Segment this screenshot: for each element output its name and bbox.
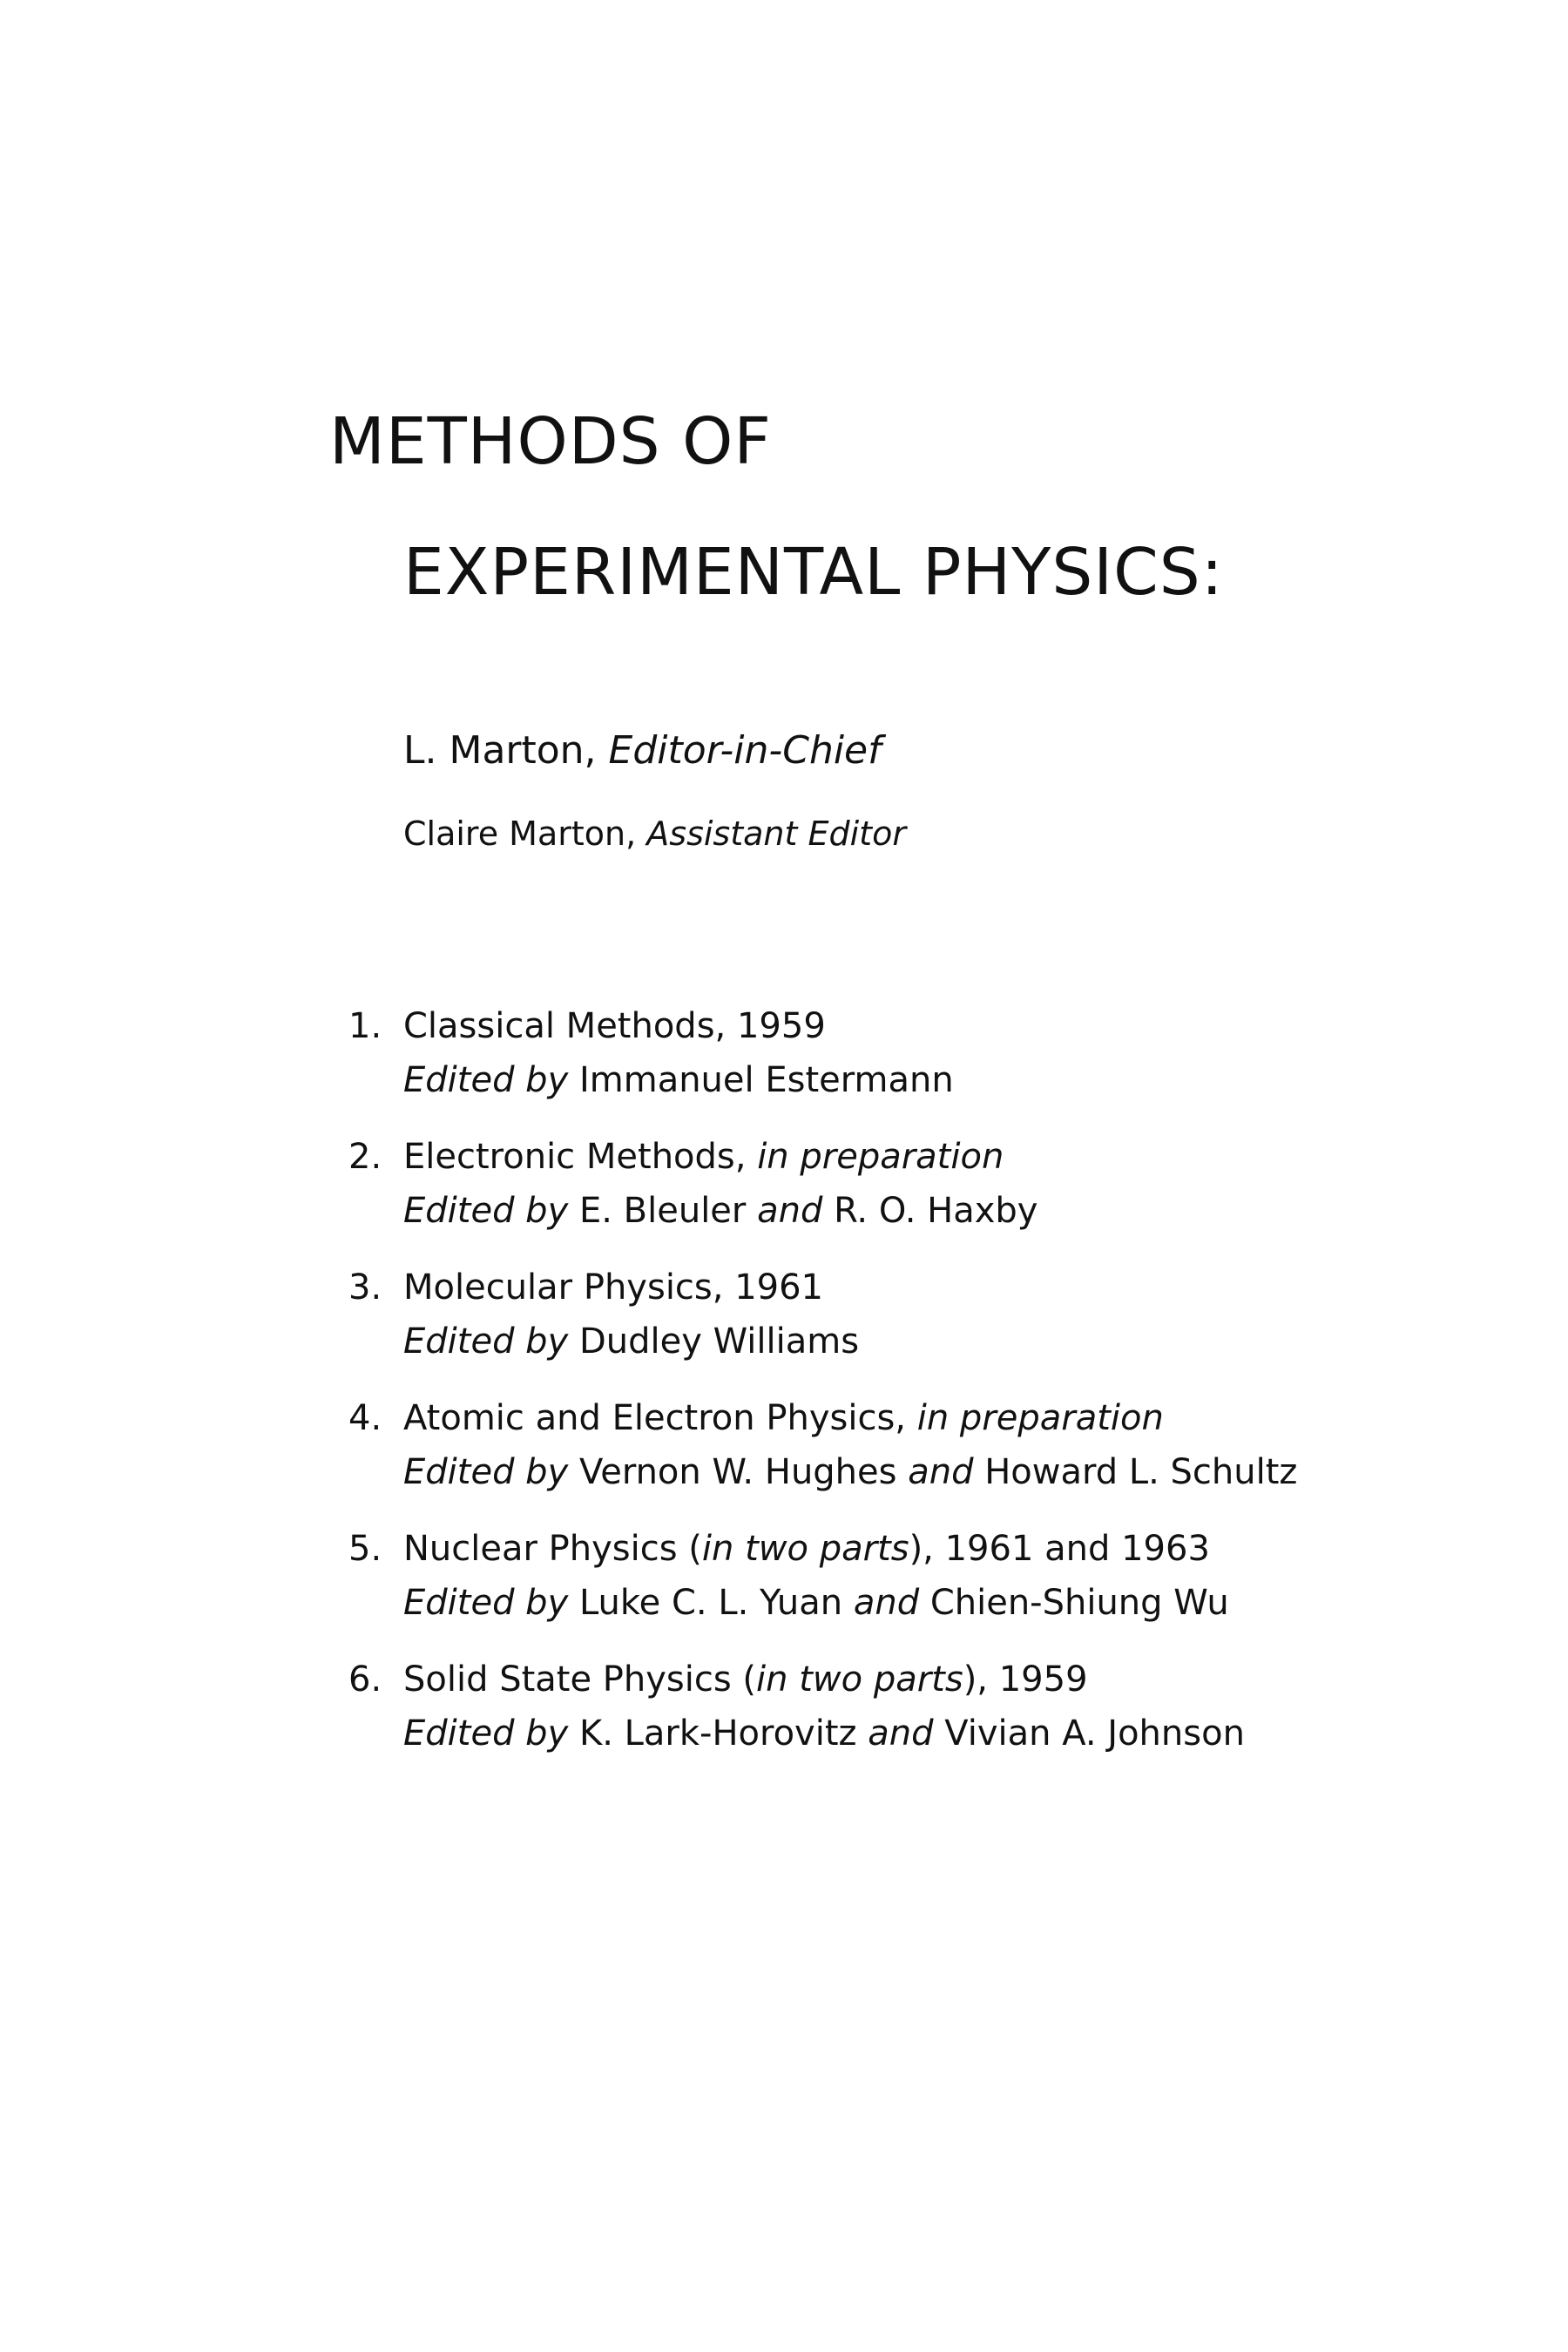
volume-editors-line: [403, 1452, 1298, 1492]
volume-editor: Chien-Shiung Wu: [929, 1583, 1229, 1623]
edited-by-label: Edited by: [403, 1060, 569, 1100]
series-title-line-1: METHODS OF: [329, 404, 772, 479]
editor-in-chief-name: L. Marton,: [403, 728, 597, 773]
volume-status: in preparation: [757, 1137, 1004, 1177]
volume-item: [348, 1267, 1481, 1401]
volume-item: [348, 1139, 1481, 1270]
volume-editor: Vivian A. Johnson: [944, 1713, 1245, 1754]
editor-conjunction: and: [908, 1452, 974, 1492]
edited-by-label: Edited by: [403, 1191, 569, 1231]
volume-editor: E. Bleuler: [578, 1191, 747, 1231]
volume-title: Atomic and Electron Physics,: [403, 1398, 906, 1438]
volume-editor: Vernon W. Hughes: [578, 1452, 897, 1492]
volume-title-line: [403, 1137, 1004, 1177]
volume-item: [348, 1006, 1481, 1139]
volume-number: 5.: [348, 1529, 382, 1569]
volume-status: 1959: [736, 1006, 826, 1046]
volume-number: 3.: [348, 1267, 382, 1308]
series-title-line-2: EXPERIMENTAL PHYSICS:: [403, 535, 1224, 610]
assistant-editor-role: Assistant Editor: [646, 814, 906, 853]
volume-title-line: [403, 1529, 1210, 1569]
volume-editor: Luke C. L. Yuan: [578, 1583, 843, 1623]
volume-editors-line: [403, 1713, 1245, 1754]
volume-editor: Immanuel Estermann: [578, 1060, 954, 1100]
edited-by-label: Edited by: [403, 1452, 569, 1492]
volume-title: Classical Methods,: [403, 1006, 727, 1046]
editor-in-chief: [403, 728, 882, 773]
volume-editor: Dudley Williams: [578, 1321, 860, 1362]
volume-editor: Howard L. Schultz: [984, 1452, 1298, 1492]
volume-title-suffix: ),: [909, 1529, 934, 1569]
volume-title: Nuclear Physics (: [403, 1529, 702, 1569]
edited-by-label: Edited by: [403, 1321, 569, 1362]
volume-title: Solid State Physics (: [403, 1659, 757, 1700]
editor-conjunction: and: [868, 1713, 934, 1754]
volume-editor: R. O. Haxby: [834, 1191, 1038, 1231]
volume-editor: K. Lark-Horovitz: [578, 1713, 857, 1754]
volume-title-line: [403, 1398, 1164, 1438]
volume-status: in preparation: [916, 1398, 1164, 1438]
volume-editors-line: [403, 1583, 1229, 1623]
assistant-editor: [403, 814, 906, 853]
volume-item: [348, 1531, 1481, 1662]
volume-editors-line: [403, 1191, 1038, 1231]
volume-number: 2.: [348, 1137, 382, 1177]
editor-conjunction: and: [853, 1583, 920, 1623]
editor-in-chief-role: Editor-in-Chief: [608, 728, 882, 773]
volume-title-note: in two parts: [756, 1659, 963, 1700]
volume-title-line: [403, 1659, 1088, 1700]
volume-status: 1959: [998, 1659, 1088, 1700]
volume-number: 1.: [348, 1006, 382, 1046]
volume-title: Molecular Physics,: [403, 1267, 724, 1308]
volume-title-note: in two parts: [701, 1529, 909, 1569]
volume-editors-line: [403, 1060, 954, 1100]
edited-by-label: Edited by: [403, 1583, 569, 1623]
volume-number: 4.: [348, 1398, 382, 1438]
volume-title-line: [403, 1006, 826, 1046]
volume-title-suffix: ),: [963, 1659, 989, 1700]
volume-editors-line: [403, 1321, 860, 1362]
editor-conjunction: and: [757, 1191, 823, 1231]
volume-item: [348, 1398, 1481, 1531]
volume-item: [348, 1659, 1481, 1793]
assistant-editor-name: Claire Marton,: [403, 814, 637, 853]
volume-list: [348, 1006, 1481, 1793]
edited-by-label: Edited by: [403, 1713, 569, 1754]
volume-title-line: [403, 1267, 823, 1308]
volume-status: 1961 and 1963: [944, 1529, 1210, 1569]
volume-title: Electronic Methods,: [403, 1137, 747, 1177]
volume-status: 1961: [734, 1267, 823, 1308]
volume-number: 6.: [348, 1659, 382, 1700]
